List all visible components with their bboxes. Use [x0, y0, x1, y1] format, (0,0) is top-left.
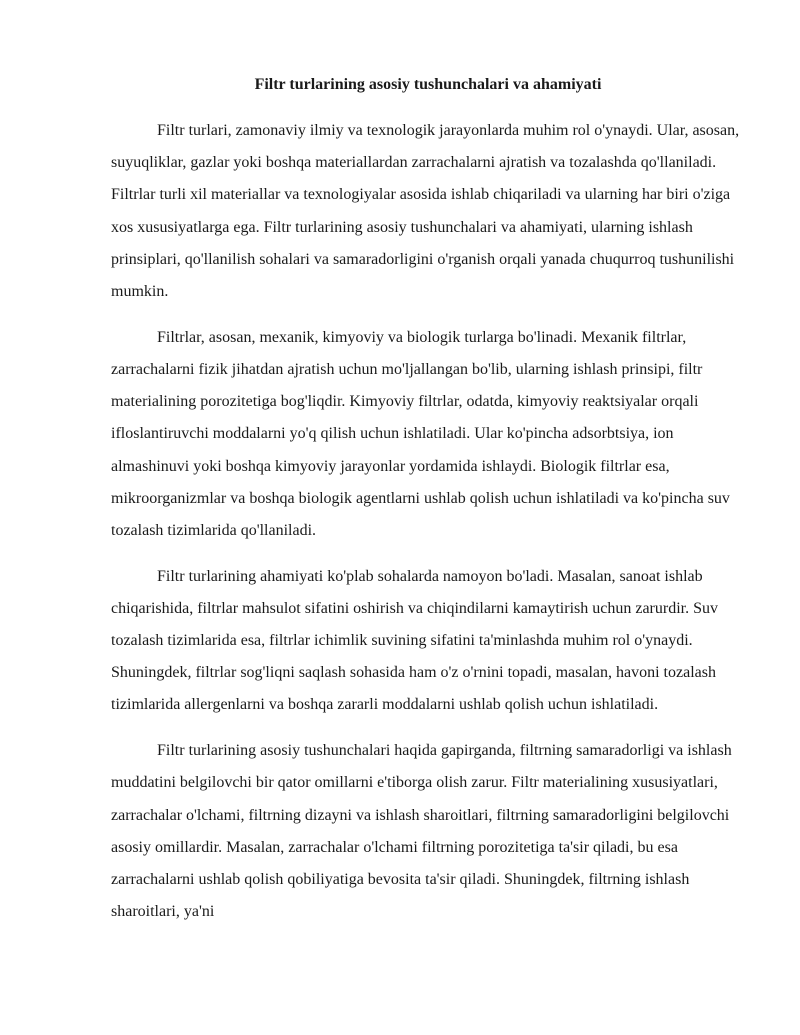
paragraph: Filtr turlarining asosiy tushunchalari haqida gapirganda, filtrning samaradorligi va ishlash muddatini belgilovchi bir qator omillarni e'tiborga olish zarur. Filtr materialining xususiyatlari, zarrachalar o'lchami, filtrning dizayni va ishlash sharoitlari, filtrning samaradorligini belgilovchi asosiy omillardir. Masalan, zarrachalar o'lchami filtrning porozitetiga ta'sir qiladi, bu esa zarrachalarni ushlab qolish qobiliyatiga bevosita ta'sir qiladi. Shuningdek, filtrning ishlash sharoitlari, ya'ni — [111, 742, 732, 921]
paragraph: Filtr turlari, zamonaviy ilmiy va texnologik jarayonlarda muhim rol o'ynaydi. Ular, asosan, suyuqliklar, gazlar yoki boshqa materiallardan zarrachalarni ajratish va tozalashda qo'llaniladi. Filtrlar turli xil materiallar va texnologiyalar asosida ishlab chiqariladi va ularning har biri o'ziga xos xususiyatlarga ega. Filtr turlarining asosiy tushunchalari va ahamiyati, ularning ishlash prinsiplari, qo'llanilish sohalari va samaradorligini o'rganish orqali yanada chuqurroq tushunilishi mumkin. — [111, 122, 740, 301]
paragraph: Filtrlar, asosan, mexanik, kimyoviy va biologik turlarga bo'linadi. Mexanik filtrlar, zarrachalarni fizik jihatdan ajratish uchun mo'ljallangan bo'lib, ularning ishlash prinsipi, filtr materialining porozitetiga bog'liqdir. Kimyoviy filtrlar, odatda, kimyoviy reaktsiyalar orqali ifloslantiruvchi moddalarni yo'q qilish uchun ishlatiladi. Ular ko'pincha adsorbtsiya, ion almashinuvi yoki boshqa kimyoviy jarayonlar yordamida ishlaydi. Biologik filtrlar esa, mikroorganizmlar va boshqa biologik agentlarni ushlab qolish uchun ishlatiladi va ko'pincha suv tozalash tizimlarida qo'llaniladi. — [111, 328, 730, 539]
document-body — [111, 115, 745, 942]
paragraph: Filtr turlarining ahamiyati ko'plab sohalarda namoyon bo'ladi. Masalan, sanoat ishlab chiqarishida, filtrlar mahsulot sifatini oshirish va chiqindilarni kamaytirish uchun zarurdir. Suv tozalash tizimlarida esa, filtrlar ichimlik suvining sifatini ta'minlashda muhim rol o'ynaydi. Shuningdek, filtrlar sog'liqni saqlash sohasida ham o'z o'rnini topadi, masalan, havoni tozalash tizimlarida allergenlarni va boshqa zararli moddalarni ushlab qolish uchun ishlatiladi. — [111, 567, 718, 714]
document-title: Filtr turlarining asosiy tushunchalari va ahamiyati — [254, 76, 602, 93]
